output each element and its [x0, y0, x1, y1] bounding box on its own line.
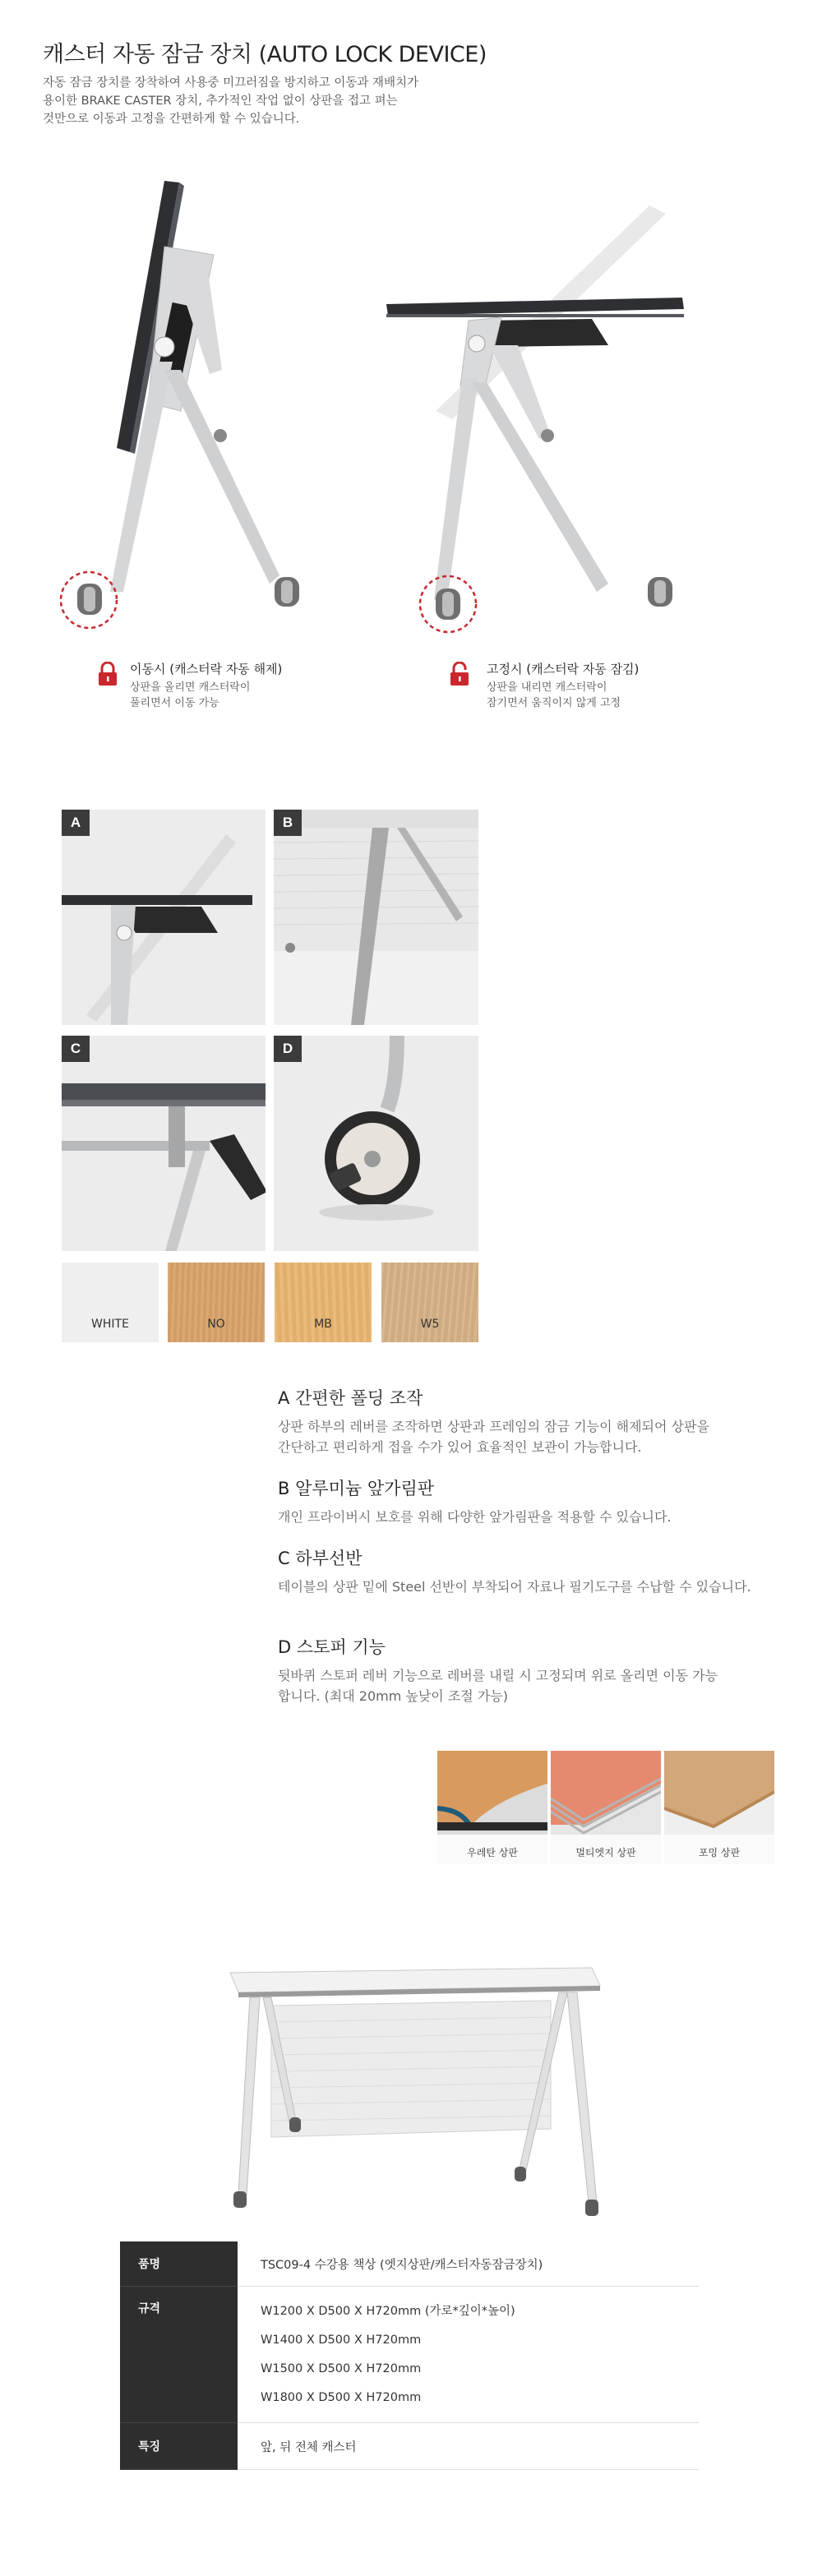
spec-row-size [120, 2287, 699, 2423]
detail-photo-d [274, 1036, 478, 1251]
feature-c [278, 1545, 779, 1597]
spec-key: 품명 [120, 2241, 238, 2287]
swatch-w5 [381, 1263, 478, 1342]
locked-padlock-icon [449, 662, 470, 686]
spec-size-line: W1200 X D500 X H720mm (가로*깊이*높이) [261, 2304, 515, 2318]
feature-text: 개인 프라이버시 보호를 위해 다양한 앞가림판을 적용할 수 있습니다. [278, 1509, 672, 1525]
detail-photo-c [62, 1036, 266, 1251]
swatch-label: MB [314, 1318, 332, 1331]
spec-table [120, 2241, 699, 2470]
feature-text: 테이블의 상판 밑에 Steel 선반이 부착되어 자료나 필기도구를 수납할 수 있습니다. [278, 1579, 751, 1595]
feature-b [278, 1475, 779, 1527]
folded-table-illustration [41, 164, 345, 641]
spec-value: 앞, 뒤 전체 캐스터 [238, 2423, 699, 2470]
caster-stopper-illustration [274, 1036, 478, 1251]
feature-heading: A 간편한 폴딩 조작 [278, 1388, 423, 1408]
top-type-forming [664, 1751, 774, 1864]
spec-key: 규격 [120, 2287, 238, 2423]
top-type-label: 포밍 상판 [698, 1847, 741, 1858]
product-desk-illustration [214, 1956, 608, 2219]
section-title: 캐스터 자동 잠금 장치 (AUTO LOCK DEVICE) [43, 42, 487, 67]
detail-photo-b [274, 810, 478, 1025]
swatch-white [62, 1263, 159, 1342]
spec-size-line: W1500 X D500 X H720mm [261, 2361, 422, 2375]
lock-desc: 상판을 내리면 캐스터락이 잠기면서 움직이지 않게 고정 [487, 681, 621, 709]
swatch-label: NO [207, 1318, 225, 1331]
feature-d [278, 1634, 779, 1706]
top-type-urethane [437, 1751, 547, 1864]
forming-top-illustration [664, 1751, 774, 1835]
photo-label-d: D [274, 1036, 302, 1062]
unlock-title: 이동시 (캐스터락 자동 해제) [130, 662, 283, 676]
spec-row-name [120, 2241, 699, 2287]
feature-a [278, 1385, 779, 1457]
feature-text: 상판 하부의 레버를 조작하면 상판과 프레임의 잠금 기능이 해제되어 상판을 간단하고 편리하게 접을 수가 있어 효율적인 보관이 가능합니다. [278, 1419, 709, 1455]
under-shelf-illustration [62, 1036, 266, 1251]
unlocked-padlock-icon [97, 662, 118, 686]
swatch-mb [275, 1263, 372, 1342]
photo-label-b: B [274, 810, 302, 836]
urethane-top-illustration [437, 1751, 547, 1835]
intro-text: 자동 잠금 장치를 장착하여 사용중 미끄러짐을 방지하고 이동과 재배치가 용이한 BRAKE CASTER 장치, 추가적인 작업 없이 상판을 접고 펴는 것만으로 이동과 고정을 간편하게 할 수 있습니다. [43, 76, 419, 126]
feature-text: 뒷바퀴 스토퍼 레버 기능으로 레버를 내릴 시 고정되며 위로 올리면 이동 가능 합니다. (최대 20mm 높낮이 조절 가능) [278, 1668, 718, 1704]
spec-value: TSC09-4 수강용 책상 (엣지상판/캐스터자동잠금장치) [238, 2241, 699, 2287]
swatch-label: WHITE [91, 1318, 129, 1331]
swatch-label: W5 [420, 1318, 440, 1331]
spec-key: 특징 [120, 2423, 238, 2470]
unlock-desc: 상판을 올리면 캐스터락이 풀리면서 이동 가능 [130, 681, 251, 709]
top-type-label: 우레탄 상판 [467, 1847, 518, 1858]
lock-title: 고정시 (캐스터락 자동 잠김) [487, 662, 640, 676]
folding-mechanism-illustration [62, 810, 266, 1025]
spec-row-feature [120, 2423, 699, 2470]
swatch-no [168, 1263, 265, 1342]
spec-size-line: W1400 X D500 X H720mm [261, 2333, 422, 2347]
feature-heading: C 하부선반 [278, 1549, 363, 1568]
open-table-illustration [386, 189, 715, 641]
top-type-label: 멀티엣지 상판 [575, 1847, 636, 1858]
multiedge-top-illustration [551, 1751, 661, 1835]
feature-heading: D 스토퍼 기능 [278, 1637, 386, 1657]
detail-photo-a [62, 810, 266, 1025]
feature-heading: B 알루미늄 앞가림판 [278, 1479, 435, 1498]
aluminum-modesty-panel-illustration [274, 810, 478, 1025]
top-type-multiedge [551, 1751, 661, 1864]
spec-size-line: W1800 X D500 X H720mm [261, 2390, 422, 2404]
photo-label-a: A [62, 810, 90, 836]
photo-label-c: C [62, 1036, 90, 1062]
